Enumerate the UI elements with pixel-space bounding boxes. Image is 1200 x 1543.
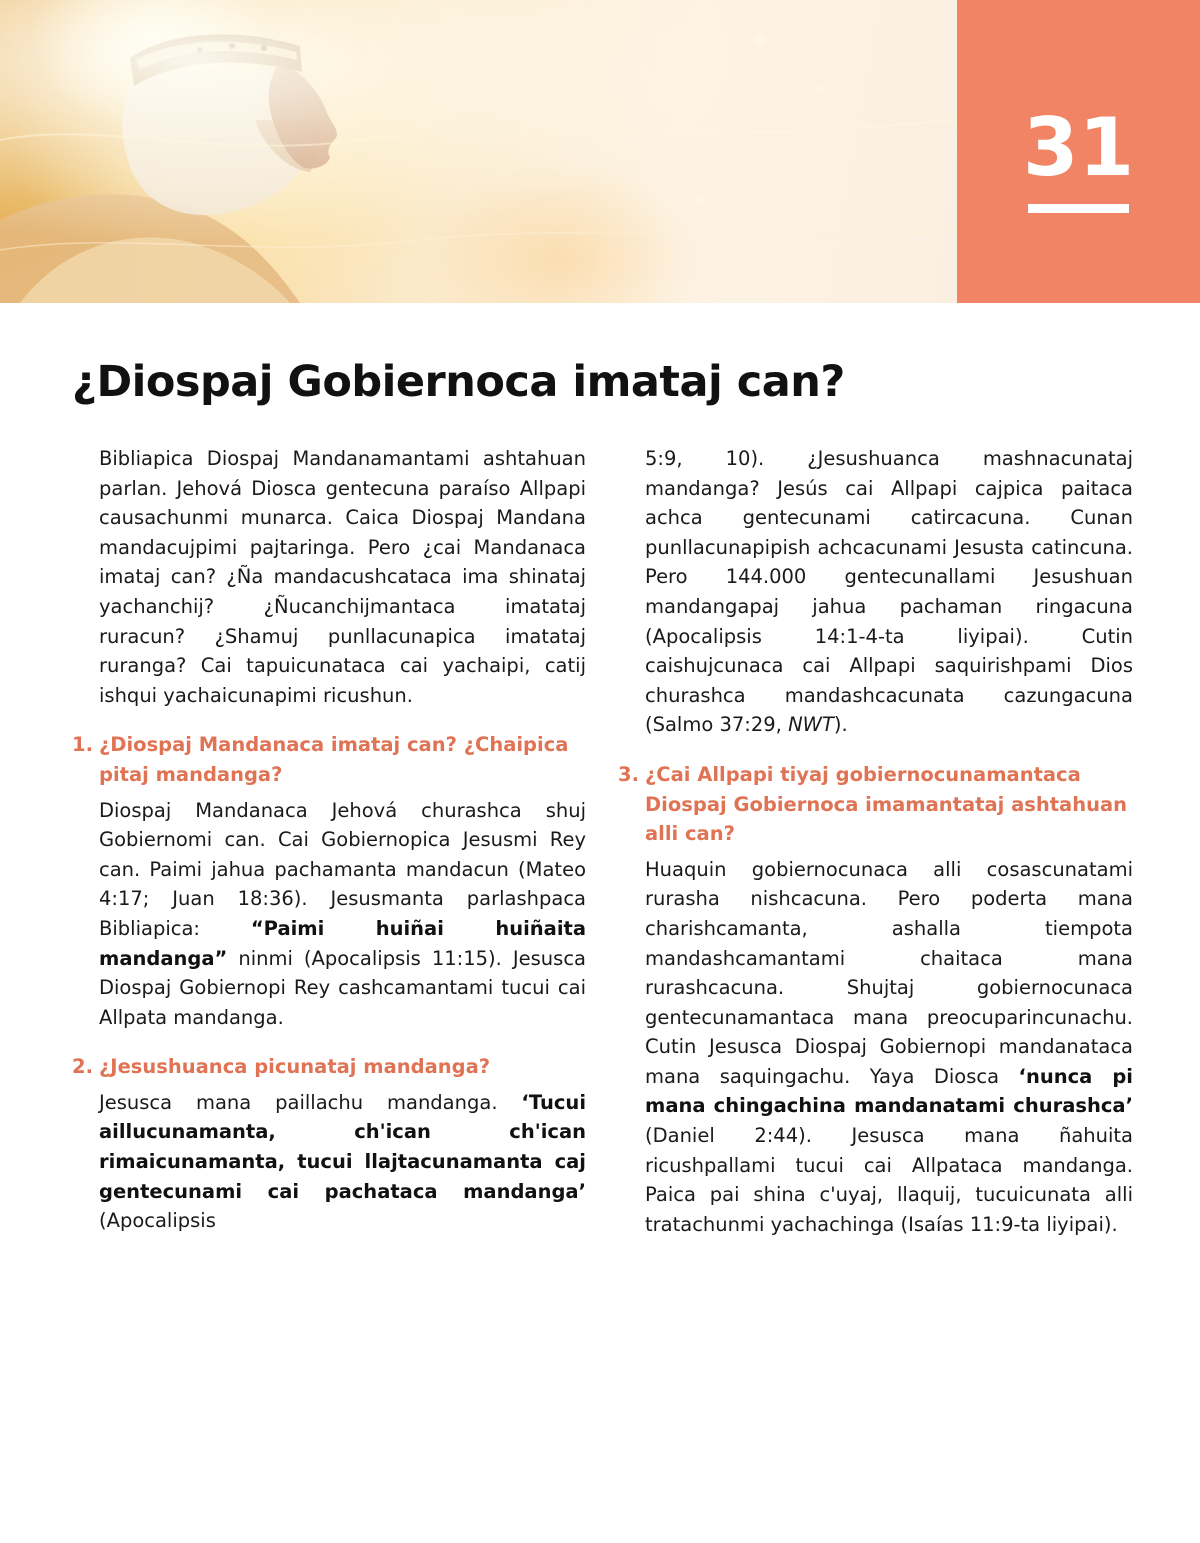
answer-2-continued: 5:9, 10). ¿Jesushuanca mashnacunataj mandanga? Jesús cai Allpapi cajpica paitaca achca gentecunami catircacuna. Cunan punllacunapipish achcacunami Jesusta catincuna. Pero 144.000 gentecunallami Jesushuan mandangapaj jahua pachaman ringacuna (Apocalipsis 14:1-4-ta liyipai). Cutin caishujcunaca cai Allpapi saquirishpami Dios churashca mandashcacunata cazungacuna (Salmo 37:29, NWT). — [645, 447, 1133, 737]
right-column — [618, 444, 1133, 1239]
intro-paragraph: Bibliapica Diospaj Mandanamantami ashtahuan parlan. Jehová Diosca gentecuna paraíso Allpapi causachunmi munarca. Caica Diospaj Mandana mandacujpimi pajtaringa. Pero ¿cai Mandanaca imataj can? ¿Ña mandacushcataca ima shinataj yachanchij? ¿Ñucanchijmantaca imatataj ruracun? ¿Shamuj punllacunapica imatataj ruranga? Cai tapuicunataca cai yachaipi, catij ishqui yachaicunapimi ricushun. — [99, 447, 586, 707]
question-2 — [72, 1052, 586, 1082]
answer-1: Diospaj Mandanaca Jehová churashca shuj Gobiernomi can. Cai Gobiernopica Jesusmi Rey can. Paimi jahua pachamanta mandacun (Mateo 4:17; Juan 18:36). Jesusmanta parlashpaca Bibliapica: “Paimi huiñai huiñaita mandanga” ninmi (Apocalipsis 11:15). Jesusca Diospaj Gobiernopi Rey cashcamantami tucui cai Allpata mandanga. — [99, 798, 586, 1029]
scripture-quote: “Paimi huiñai huiñaita mandanga” — [99, 916, 586, 970]
question-text: ¿Cai Allpapi tiyaj gobiernocunamantaca Diospaj Gobiernoca imamantataj ashtahuan alli can? — [645, 762, 1128, 846]
chapter-badge — [957, 0, 1200, 303]
question-text: ¿Diospaj Mandanaca imataj can? ¿Chaipica pitaj mandanga? — [99, 733, 569, 786]
left-column — [72, 444, 586, 1236]
question-number: 3. — [618, 762, 639, 786]
answer-2: Jesusca mana paillachu mandanga. ‘Tucui aillucunamanta, ch'ican ch'ican rimaicunamanta, tucui llajtacunamanta caj gentecunami cai pachataca mandanga’ (Apocalipsis — [99, 1090, 586, 1233]
answer-3: Huaquin gobiernocunaca alli cosascunatami rurasha nishcacuna. Pero poderta mana charishcamanta, ashalla tiempota mandashcamantami chaitaca mana rurashcacuna. Shujtaj gobiernocunaca gentecunamantaca mana preocuparincunachu. Cutin Jesusca Diospaj Gobiernopi mandanataca mana saquingachu. Yaya Diosca ‘nunca pi mana chingachina mandanatami churashca’ (Daniel 2:44). Jesusca mana ñahuita ricushpallami tucui cai Allpataca mandanga. Paica pai shina c'uyaj, llaquij, tucuicunata alli tratachunmi yachachinga (Isaías 11:9-ta liyipai). — [645, 857, 1133, 1236]
scripture-quote: ‘nunca pi mana chingachina mandanatami churashca’ — [645, 1064, 1133, 1118]
page-title: ¿Diospaj Gobiernoca imataj can? — [72, 357, 845, 407]
question-1 — [72, 730, 586, 789]
chapter-underline — [1028, 204, 1129, 213]
question-text: ¿Jesushuanca picunataj mandanga? — [99, 1055, 491, 1079]
scripture-quote: ‘Tucui aillucunamanta, ch'ican ch'ican rimaicunamanta, tucui llajtacunamanta caj gentecunami cai pachataca mandanga’ — [99, 1090, 586, 1203]
question-number: 2. — [72, 1055, 93, 1079]
chapter-number: 31 — [1022, 101, 1135, 194]
king-figure-illustration — [0, 0, 957, 303]
bible-version: NWT — [788, 713, 834, 737]
header-illustration — [0, 0, 957, 303]
question-3 — [618, 760, 1133, 849]
question-number: 1. — [72, 733, 93, 757]
